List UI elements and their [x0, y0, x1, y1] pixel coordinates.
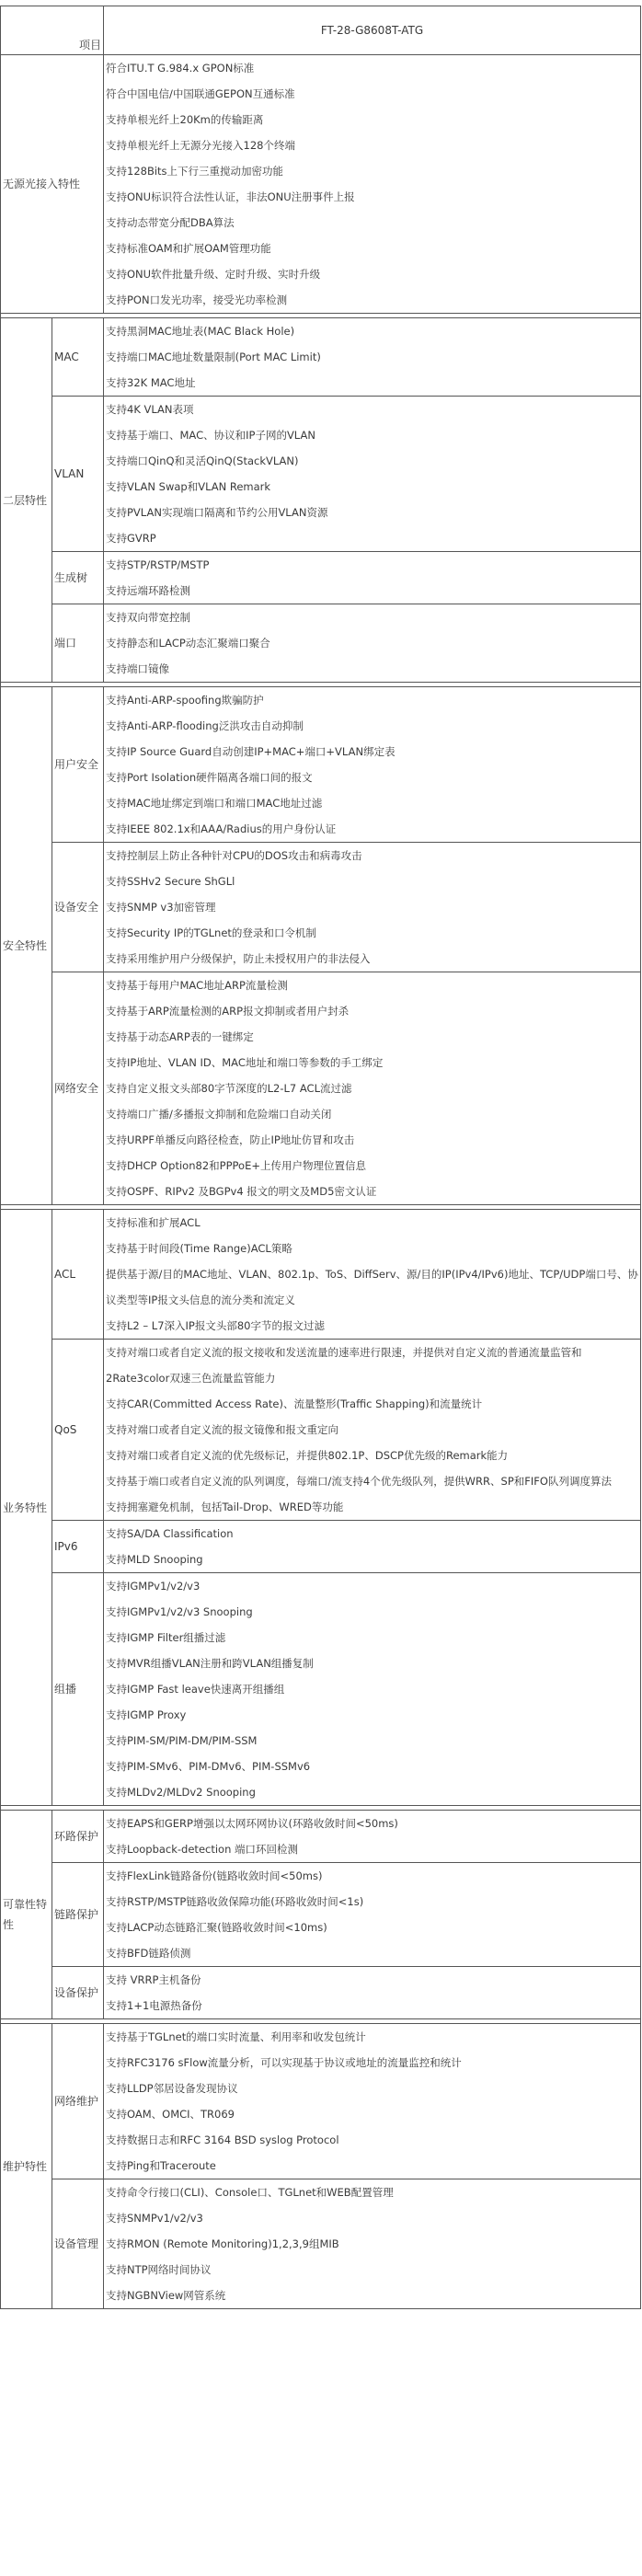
subsection-title: MAC — [52, 318, 104, 397]
feature-item: 支持URPF单播反向路径检查，防止IP地址仿冒和攻击 — [106, 1133, 355, 1146]
subsection-row — [1, 552, 641, 604]
feature-cell — [104, 1210, 641, 1340]
feature-item: 支持端口QinQ和灵活QinQ(StackVLAN) — [106, 454, 299, 467]
feature-item: 支持128Bits上下行三重搅动加密功能 — [106, 165, 284, 178]
feature-item: 支持IEEE 802.1x和AAA/Radius的用户身份认证 — [106, 822, 337, 835]
feature-item: 支持32K MAC地址 — [106, 376, 196, 389]
feature-item: 支持拥塞避免机制，包括Tail-Drop、WRED等功能 — [106, 1501, 344, 1513]
feature-item: 支持标准和扩展ACL — [106, 1216, 201, 1229]
feature-item: 支持动态带宽分配DBA算法 — [106, 216, 235, 229]
header-model-label: FT-28-G8608T-ATG — [320, 24, 424, 37]
feature-item: 支持PIM-SMv6、PIM-DMv6、PIM-SSMv6 — [106, 1760, 311, 1773]
subsection-row — [1, 2179, 641, 2309]
header-model-cell — [104, 6, 641, 55]
feature-item: 支持ONU软件批量升级、定时升级、实时升级 — [106, 268, 321, 281]
feature-item: 支持Anti-ARP-spoofing欺骗防护 — [106, 694, 264, 707]
subsection-row — [1, 1210, 641, 1340]
header-row — [1, 6, 641, 55]
feature-cell — [104, 1967, 641, 2019]
feature-item: 支持DHCP Option82和PPPoE+上传用户物理位置信息 — [106, 1159, 366, 1172]
feature-item: 支持命令行接口(CLI)、Console口、TGLnet和WEB配置管理 — [106, 2186, 394, 2199]
subsection-row — [1, 972, 641, 1205]
feature-item: 支持MLDv2/MLDv2 Snooping — [106, 1786, 256, 1799]
feature-item: 支持端口广播/多播报文抑制和危险端口自动关闭 — [106, 1108, 332, 1121]
feature-cell — [104, 1573, 641, 1806]
section-title: 无源光接入特性 — [1, 55, 104, 314]
feature-item: 支持Loopback-detection 端口环回检测 — [106, 1843, 299, 1856]
subsection-title: 设备管理 — [52, 2179, 104, 2309]
feature-item: 支持Ping和Traceroute — [106, 2159, 216, 2172]
feature-item: 支持基于动态ARP表的一键绑定 — [106, 1030, 254, 1043]
feature-item: 支持L2 – L7深入IP报文头部80字节的报文过滤 — [106, 1319, 325, 1332]
feature-item: 支持对端口或者自定义流的报文接收和发送流量的速率进行限速，并提供对自定义流的普通流量监管和2Rate3color双速三色流量监管能力 — [106, 1346, 582, 1385]
feature-item: 支持LACP动态链路汇聚(链路收敛时间<10ms) — [106, 1921, 327, 1934]
feature-item: 支持PIM-SM/PIM-DM/PIM-SSM — [106, 1734, 258, 1747]
feature-item: 支持BFD链路侦测 — [106, 1947, 191, 1960]
feature-cell — [104, 972, 641, 1205]
feature-item: 支持CAR(Committed Access Rate)、流量整形(Traffic Shapping)和流量统计 — [106, 1397, 483, 1410]
section-title: 安全特性 — [1, 687, 52, 1205]
feature-item: 支持标准OAM和扩展OAM管理功能 — [106, 242, 271, 255]
feature-item: 支持自定义报文头部80字节深度的L2-L7 ACL流过滤 — [106, 1082, 352, 1095]
feature-cell — [104, 2179, 641, 2309]
section-title: 可靠性特性 — [1, 1811, 52, 2019]
feature-cell — [104, 55, 641, 314]
feature-item: 支持IP Source Guard自动创建IP+MAC+端口+VLAN绑定表 — [106, 745, 396, 758]
feature-item: 支持IGMP Proxy — [106, 1708, 187, 1721]
feature-item: 支持IP地址、VLAN ID、MAC地址和端口等参数的手工绑定 — [106, 1056, 384, 1069]
feature-item: 支持采用维护用户分级保护，防止未授权用户的非法侵入 — [106, 952, 371, 965]
feature-item: 支持4K VLAN表项 — [106, 403, 194, 416]
header-item-label: 项目 — [78, 39, 101, 52]
section-title: 维护特性 — [1, 2024, 52, 2309]
feature-item: 支持IGMPv1/v2/v3 Snooping — [106, 1605, 253, 1618]
feature-item: 支持MVR组播VLAN注册和跨VLAN组播复制 — [106, 1657, 314, 1670]
subsection-title: 设备保护 — [52, 1967, 104, 2019]
subsection-title: 组播 — [52, 1573, 104, 1806]
subsection-title: 用户安全 — [52, 687, 104, 843]
feature-item: 支持 VRRP主机备份 — [106, 1973, 201, 1986]
feature-item: 支持基于ARP流量检测的ARP报文抑制或者用户封杀 — [106, 1005, 350, 1018]
subsection-row — [1, 2024, 641, 2179]
feature-cell — [104, 397, 641, 552]
feature-item: 支持基于每用户MAC地址ARP流量检测 — [106, 979, 288, 992]
feature-item: 支持基于端口、MAC、协议和IP子网的VLAN — [106, 429, 315, 442]
feature-item: 支持控制层上防止各种针对CPU的DOS攻击和病毒攻击 — [106, 849, 362, 862]
feature-item: 支持EAPS和GERP增强以太网环网协议(环路收敛时间<50ms) — [106, 1817, 398, 1830]
subsection-title: 端口 — [52, 604, 104, 683]
subsection-row — [1, 843, 641, 972]
feature-item: 支持IGMP Filter组播过滤 — [106, 1631, 226, 1644]
subsection-row — [1, 1573, 641, 1806]
subsection-title: VLAN — [52, 397, 104, 552]
feature-cell — [104, 1863, 641, 1967]
feature-item: 支持Security IP的TGLnet的登录和口令机制 — [106, 926, 316, 939]
feature-item: 支持1+1电源热备份 — [106, 1999, 202, 2012]
feature-item: 符合中国电信/中国联通GEPON互通标准 — [106, 87, 295, 100]
subsection-title: 生成树 — [52, 552, 104, 604]
feature-item: 符合ITU.T G.984.x GPON标准 — [106, 62, 255, 75]
feature-cell — [104, 604, 641, 683]
subsection-row — [1, 604, 641, 683]
feature-item: 支持VLAN Swap和VLAN Remark — [106, 480, 271, 493]
subsection-title: 环路保护 — [52, 1811, 104, 1863]
feature-cell — [104, 1521, 641, 1573]
feature-item: 支持静态和LACP动态汇聚端口聚合 — [106, 637, 270, 650]
feature-item: 支持基于TGLnet的端口实时流量、利用率和收发包统计 — [106, 2030, 366, 2043]
section-title: 二层特性 — [1, 318, 52, 683]
feature-item: 支持SA/DA Classification — [106, 1527, 234, 1540]
subsection-row — [1, 1340, 641, 1521]
subsection-row — [1, 397, 641, 552]
subsection-row — [1, 687, 641, 843]
feature-item: 支持端口镜像 — [106, 662, 169, 675]
feature-item: 支持数据日志和RFC 3164 BSD syslog Protocol — [106, 2133, 339, 2146]
feature-item: 支持单根光纤上20Km的传输距离 — [106, 113, 264, 126]
feature-item: 支持NTP网络时间协议 — [106, 2263, 212, 2276]
feature-cell — [104, 1340, 641, 1521]
feature-cell — [104, 687, 641, 843]
subsection-title: ACL — [52, 1210, 104, 1340]
feature-item: 支持Port Isolation硬件隔离各端口间的报文 — [106, 771, 313, 784]
feature-item: 支持GVRP — [106, 532, 156, 545]
feature-item: 支持端口MAC地址数量限制(Port MAC Limit) — [106, 351, 321, 363]
feature-cell — [104, 318, 641, 397]
feature-item: 支持黑洞MAC地址表(MAC Black Hole) — [106, 325, 295, 338]
feature-cell — [104, 1811, 641, 1863]
feature-item: 支持LLDP邻居设备发现协议 — [106, 2082, 238, 2095]
feature-item: 支持FlexLink链路备份(链路收敛时间<50ms) — [106, 1869, 323, 1882]
feature-item: 支持远端环路检测 — [106, 584, 190, 597]
subsection-title: 链路保护 — [52, 1863, 104, 1967]
feature-item: 支持SNMP v3加密管理 — [106, 901, 216, 914]
feature-item: 支持PVLAN实现端口隔离和节约公用VLAN资源 — [106, 506, 328, 519]
feature-item: 支持Anti-ARP-flooding泛洪攻击自动抑制 — [106, 719, 304, 732]
feature-item: 支持基于时间段(Time Range)ACL策略 — [106, 1242, 292, 1255]
feature-item: 支持基于端口或者自定义流的队列调度，每端口/流支持4个优先级队列，提供WRR、SP和FIFO队列调度算法 — [106, 1475, 612, 1488]
subsection-row — [1, 1521, 641, 1573]
subsection-title: 网络维护 — [52, 2024, 104, 2179]
section-row — [1, 55, 641, 314]
feature-item: 支持MAC地址绑定到端口和端口MAC地址过滤 — [106, 797, 323, 810]
feature-cell — [104, 843, 641, 972]
feature-item: 支持MLD Snooping — [106, 1553, 203, 1566]
feature-item: 支持OSPF、RIPv2 及BGPv4 报文的明文及MD5密文认证 — [106, 1185, 377, 1198]
feature-item: 支持STP/RSTP/MSTP — [106, 558, 210, 571]
feature-item: 支持SSHv2 Secure ShGLl — [106, 875, 235, 888]
feature-item: 支持IGMP Fast leave快速离开组播组 — [106, 1683, 285, 1696]
feature-item: 支持NGBNView网管系统 — [106, 2289, 226, 2302]
subsection-title: 网络安全 — [52, 972, 104, 1205]
feature-item: 支持RMON (Remote Monitoring)1,2,3,9组MIB — [106, 2237, 339, 2250]
header-item-cell — [1, 6, 104, 55]
feature-item: 支持RSTP/MSTP链路收敛保障功能(环路收敛时间<1s) — [106, 1895, 364, 1908]
subsection-row — [1, 318, 641, 397]
subsection-title: IPv6 — [52, 1521, 104, 1573]
subsection-row — [1, 1811, 641, 1863]
feature-item: 支持SNMPv1/v2/v3 — [106, 2212, 203, 2225]
spec-table — [0, 6, 641, 2309]
feature-item: 提供基于源/目的MAC地址、VLAN、802.1p、ToS、DiffServ、源/目的IP(IPv4/IPv6)地址、TCP/UDP端口号、协议类型等IP报文头信息的流分类和流定义 — [106, 1268, 638, 1306]
feature-item: 支持PON口发光功率，接受光功率检测 — [106, 293, 288, 306]
subsection-row — [1, 1863, 641, 1967]
feature-item: 支持双向带宽控制 — [106, 611, 190, 624]
subsection-title: 设备安全 — [52, 843, 104, 972]
feature-item: 支持单根光纤上无源分光接入128个终端 — [106, 139, 295, 152]
feature-cell — [104, 552, 641, 604]
feature-item: 支持RFC3176 sFlow流量分析，可以实现基于协议或地址的流量监控和统计 — [106, 2056, 462, 2069]
feature-item: 支持ONU标识符合法性认证，非法ONU注册事件上报 — [106, 190, 355, 203]
feature-item: 支持OAM、OMCI、TR069 — [106, 2108, 235, 2121]
section-title: 业务特性 — [1, 1210, 52, 1806]
feature-cell — [104, 2024, 641, 2179]
feature-item: 支持对端口或者自定义流的优先级标记，并提供802.1P、DSCP优先级的Remark能力 — [106, 1449, 509, 1462]
subsection-row — [1, 1967, 641, 2019]
feature-item: 支持对端口或者自定义流的报文镜像和报文重定向 — [106, 1423, 338, 1436]
subsection-title: QoS — [52, 1340, 104, 1521]
feature-item: 支持IGMPv1/v2/v3 — [106, 1580, 201, 1593]
